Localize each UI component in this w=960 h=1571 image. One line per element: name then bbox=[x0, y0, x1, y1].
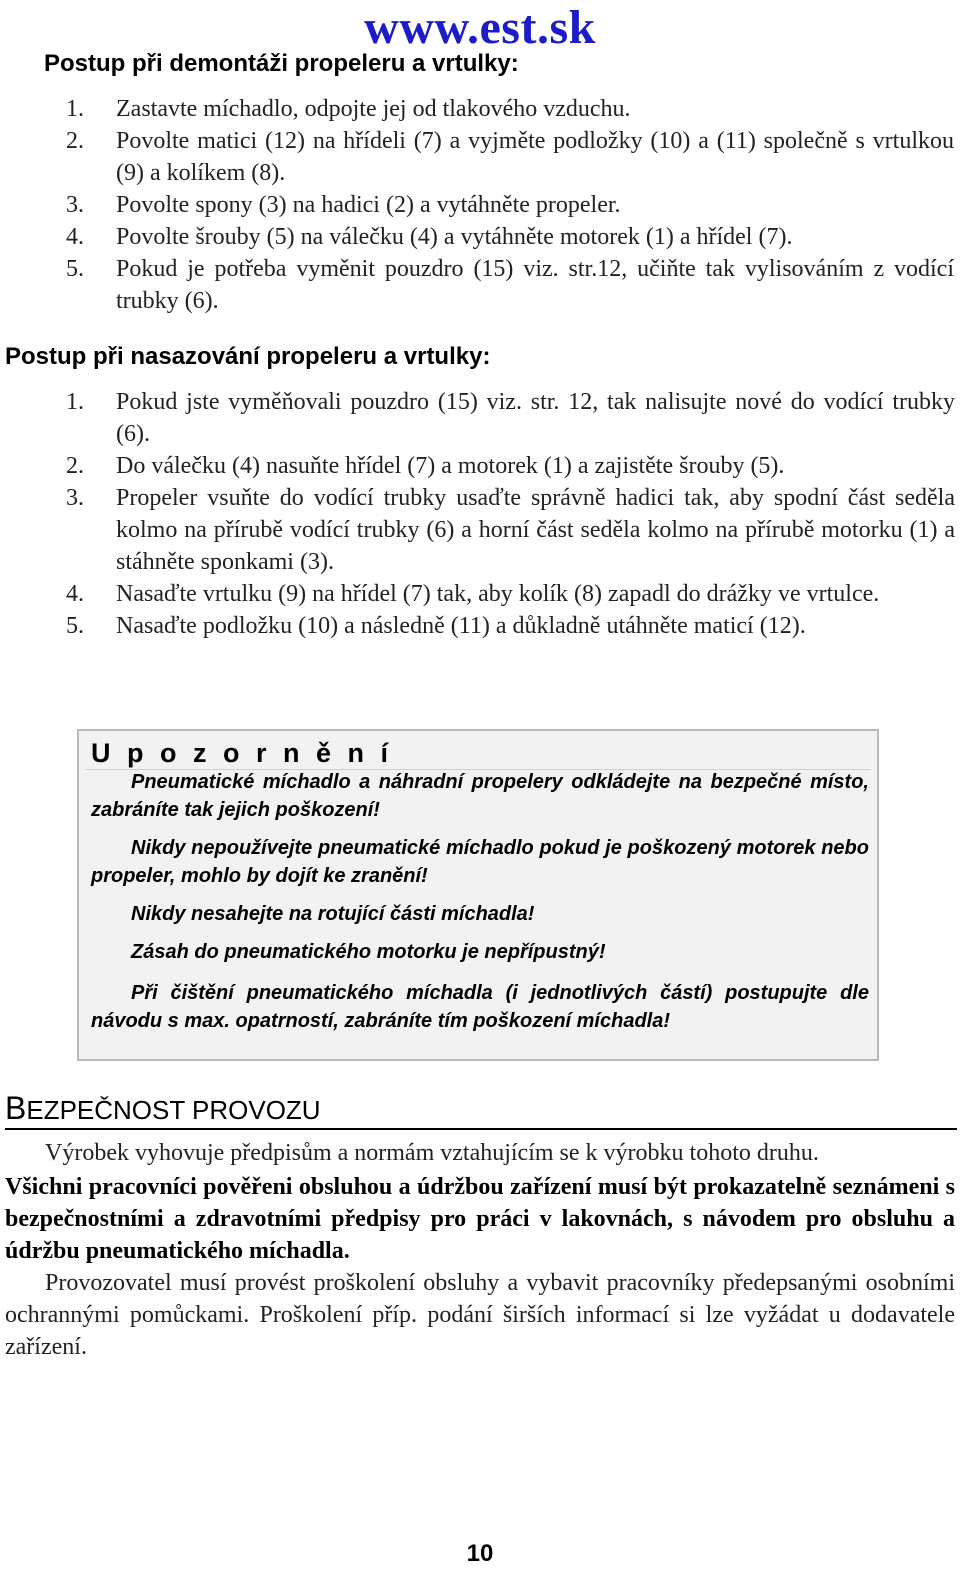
safety-title-initial: B bbox=[5, 1090, 27, 1126]
step-text: Povolte matici (12) na hřídeli (7) a vyjměte podložky (10) a (11) společně s vrtulkou (9) a kolíkem (8). bbox=[116, 128, 954, 186]
site-url[interactable]: www.est.sk bbox=[364, 1, 596, 54]
step-text: Pokud je potřeba vyměnit pouzdro (15) viz. str.12, učiňte tak vylisováním z vodící trubky (6). bbox=[116, 256, 954, 314]
list-item bbox=[5, 610, 955, 642]
step-text: Nasaďte podložku (10) a následně (11) a důkladně utáhněte maticí (12). bbox=[116, 613, 806, 639]
list-item bbox=[5, 578, 955, 610]
dismantling-title: Postup při demontáži propeleru a vrtulky: bbox=[44, 50, 519, 77]
safety-title bbox=[5, 1092, 321, 1126]
list-item bbox=[5, 450, 955, 482]
step-text: Povolte šrouby (5) na válečku (4) a vytáhněte motorek (1) a hřídel (7). bbox=[116, 224, 793, 250]
step-text: Nasaďte vrtulku (9) na hřídel (7) tak, aby kolík (8) zapadl do drážky ve vrtulce. bbox=[116, 581, 880, 607]
warning-item: Zásah do pneumatického motorku je nepřípustný! bbox=[131, 941, 606, 963]
step-text: Pokud jste vyměňovali pouzdro (15) viz. str. 12, tak nalisujte nové do vodící trubky (6). bbox=[116, 389, 955, 447]
step-number: 2. bbox=[66, 128, 84, 154]
list-item bbox=[5, 386, 955, 450]
step-number: 2. bbox=[66, 453, 84, 479]
step-text: Propeler vsuňte do vodící trubky usaďte správně hadici tak, aby spodní část seděla kolmo na přírubě vodící trubky (6) a horní část seděla kolmo na přírubě motorku (1) a stáhněte sponkami (3). bbox=[116, 485, 955, 575]
mounting-title: Postup při nasazování propeleru a vrtulky: bbox=[5, 343, 491, 370]
safety-paragraph-bold: Všichni pracovníci pověřeni obsluhou a údržbou zařízení musí být prokazatelně seznámeni s bezpečnostními a zdravotními předpisy pro práci v lakovnách, s návodem pro obsluhu a údržbu pneumatického míchadla. bbox=[5, 1174, 955, 1264]
warning-item: Nikdy nepoužívejte pneumatické míchadlo pokud je poškozený motorek nebo propeler, mohlo by dojít ke zranění! bbox=[91, 837, 869, 887]
step-number: 3. bbox=[66, 192, 84, 218]
step-number: 5. bbox=[66, 613, 84, 639]
list-item bbox=[44, 221, 954, 253]
step-number: 4. bbox=[66, 581, 84, 607]
step-number: 5. bbox=[66, 256, 84, 282]
step-text: Povolte spony (3) na hadici (2) a vytáhněte propeler. bbox=[116, 192, 621, 218]
list-item bbox=[44, 253, 954, 317]
warning-item: Při čištění pneumatického míchadla (i jednotlivých částí) postupujte dle návodu s max. opatrností, zabráníte tím poškození míchadla! bbox=[91, 982, 869, 1032]
warning-box bbox=[77, 729, 879, 1061]
warning-item: Nikdy nesahejte na rotující části míchadla! bbox=[131, 903, 535, 925]
step-number: 3. bbox=[66, 485, 84, 511]
step-text: Zastavte míchadlo, odpojte jej od tlakového vzduchu. bbox=[116, 96, 631, 122]
step-text: Do válečku (4) nasuňte hřídel (7) a motorek (1) a zajistěte šrouby (5). bbox=[116, 453, 785, 479]
safety-divider bbox=[5, 1128, 957, 1130]
mounting-steps bbox=[5, 386, 955, 642]
warning-title: Upozornění bbox=[91, 738, 405, 768]
list-item bbox=[44, 189, 954, 221]
step-number: 1. bbox=[66, 96, 84, 122]
warning-item: Pneumatické míchadlo a náhradní propelery odkládejte na bezpečné místo, zabráníte tak jejich poškození! bbox=[91, 771, 869, 821]
safety-paragraph: Provozovatel musí provést proškolení obsluhy a vybavit pracovníky předepsanými osobními ochrannými pomůckami. Proškolení příp. podání širších informací si lze vyžádat u dodavatele zařízení. bbox=[5, 1270, 955, 1360]
dismantling-steps bbox=[44, 93, 954, 317]
list-item bbox=[44, 125, 954, 189]
list-item bbox=[44, 93, 954, 125]
step-number: 1. bbox=[66, 389, 84, 415]
page-number: 10 bbox=[466, 1540, 494, 1567]
safety-title-rest: EZPEČNOST PROVOZU bbox=[26, 1095, 321, 1125]
step-number: 4. bbox=[66, 224, 84, 250]
list-item bbox=[5, 482, 955, 578]
safety-paragraph: Výrobek vyhovuje předpisům a normám vztahujícím se k výrobku tohoto druhu. bbox=[45, 1140, 819, 1166]
